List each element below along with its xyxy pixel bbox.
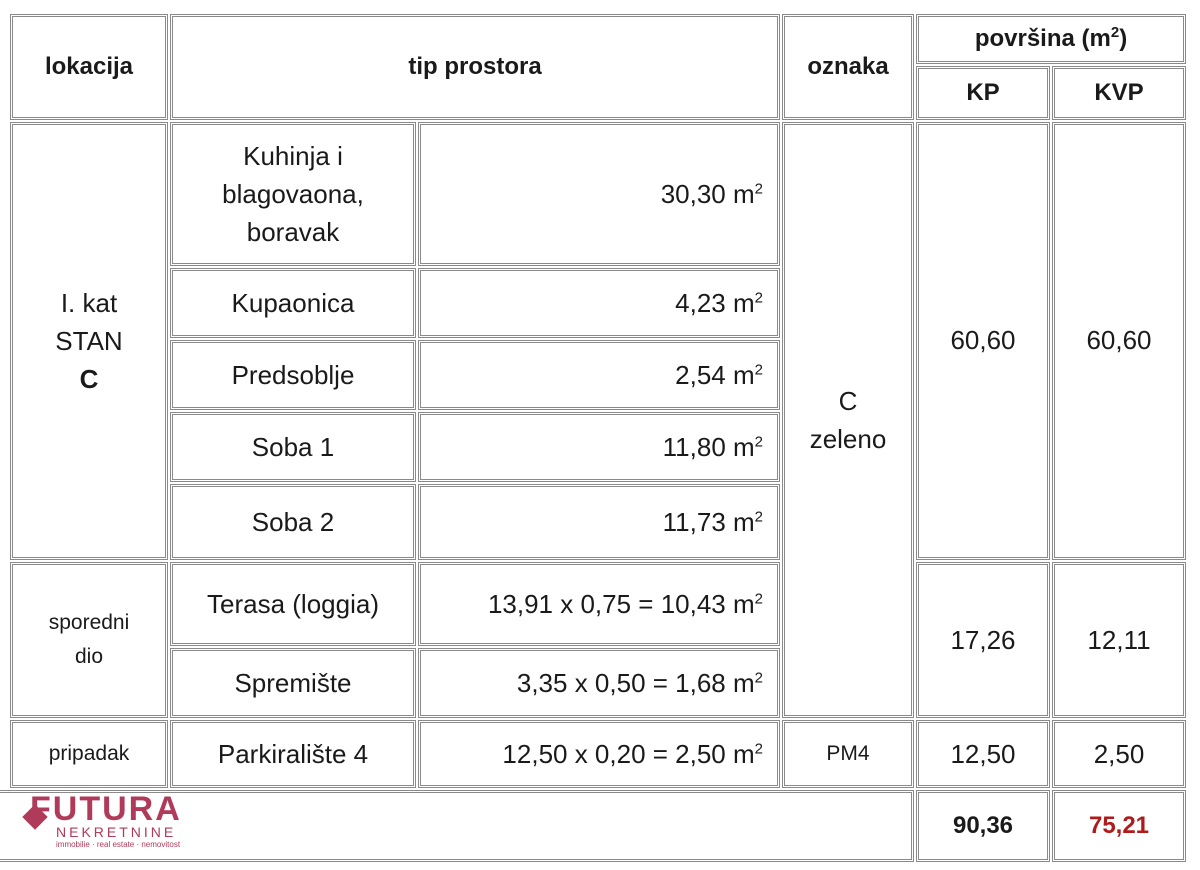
oznaka-pm4-text: PM4	[826, 742, 870, 765]
header-oznaka-label: oznaka	[807, 53, 889, 80]
room-area-terasa-value	[488, 585, 763, 623]
room-area-soba2	[418, 484, 780, 560]
room-area-predsoblje	[418, 340, 780, 410]
unit-sup: 2	[754, 289, 763, 307]
sporedni-kp	[916, 562, 1050, 718]
stan-kp	[916, 122, 1050, 560]
room-name-parkiraliste	[170, 720, 416, 788]
room-area-kupaonica-value	[675, 284, 763, 322]
lokacija-stan-line2: STAN	[55, 326, 123, 356]
stan-kvp	[1052, 122, 1186, 560]
lokacija-sporedni-line2: dio	[74, 645, 104, 668]
room-name-kuhinja	[170, 122, 416, 266]
pripadak-kvp-value: 2,50	[1093, 739, 1145, 769]
lokacija-sporedni-line1: sporedni	[48, 611, 130, 634]
sporedni-kvp	[1052, 562, 1186, 718]
room-name-spremiste	[170, 648, 416, 718]
room-name-terasa-text: Terasa (loggia)	[207, 589, 379, 619]
header-kp	[916, 66, 1050, 120]
unit-sup: 2	[754, 669, 763, 687]
povrsina-text: površina (m	[974, 25, 1111, 52]
header-kvp	[1052, 66, 1186, 120]
unit-sup: 2	[754, 361, 763, 379]
room-name-kuhinja-l2: blagovaona,	[222, 179, 364, 209]
unit-sup: 2	[754, 180, 763, 198]
total-kp	[916, 790, 1050, 862]
unit-sup: 2	[754, 433, 763, 451]
room-area-kuhinja	[418, 122, 780, 266]
logo-sub-text: NEKRETNINE	[56, 824, 177, 840]
lokacija-stan-stack	[55, 284, 122, 398]
lokacija-pripadak-text: pripadak	[48, 742, 130, 765]
room-name-kuhinja-stack	[222, 137, 364, 251]
room-name-kuhinja-l3: boravak	[246, 217, 340, 247]
room-area-parkiraliste-text: 12,50 x 0,20 = 2,50 m	[502, 739, 755, 769]
sporedni-kvp-value: 12,11	[1087, 625, 1151, 655]
room-name-kupaonica	[170, 268, 416, 338]
room-area-terasa	[418, 562, 780, 646]
header-lokacija	[10, 14, 168, 120]
lokacija-stan-line1: I. kat	[60, 288, 118, 318]
povrsina-close: )	[1119, 25, 1128, 52]
total-kvp	[1052, 790, 1186, 862]
lokacija-stan	[10, 122, 168, 560]
room-area-spremiste-text: 3,35 x 0,50 = 1,68 m	[516, 668, 755, 698]
lokacija-stan-line3: C	[79, 364, 99, 394]
header-tip-prostora	[170, 14, 780, 120]
unit-sup: 2	[754, 740, 763, 758]
room-area-kuhinja-value	[661, 175, 763, 213]
room-name-predsoblje-text: Predsoblje	[231, 360, 355, 390]
room-area-kupaonica	[418, 268, 780, 338]
room-name-spremiste-text: Spremište	[234, 668, 352, 698]
oznaka-pm4	[782, 720, 914, 788]
room-area-soba1	[418, 412, 780, 482]
pripadak-kp-value: 12,50	[950, 739, 1016, 769]
futura-logo	[22, 790, 212, 850]
room-name-kuhinja-l1: Kuhinja i	[243, 141, 343, 171]
unit-sup: 2	[754, 508, 763, 526]
room-area-terasa-text: 13,91 x 0,75 = 10,43 m	[487, 589, 755, 619]
header-oznaka	[782, 14, 914, 120]
room-name-soba2	[170, 484, 416, 560]
room-area-parkiraliste	[418, 720, 780, 788]
oznaka-c-line1: C	[838, 386, 858, 416]
unit-sup: 2	[754, 590, 763, 608]
room-area-kuhinja-text: 30,30 m	[660, 179, 755, 209]
total-kvp-value: 75,21	[1088, 812, 1150, 839]
stan-kvp-value: 60,60	[1086, 325, 1152, 355]
pripadak-kvp	[1052, 720, 1186, 788]
oznaka-c	[782, 122, 914, 718]
lokacija-pripadak	[10, 720, 168, 788]
room-name-kupaonica-text: Kupaonica	[231, 288, 355, 318]
room-name-soba2-text: Soba 2	[251, 507, 335, 537]
sporedni-kp-value: 17,26	[950, 625, 1016, 655]
total-kp-value: 90,36	[952, 812, 1014, 839]
room-area-predsoblje-text: 2,54 m	[675, 360, 755, 390]
stan-kp-value: 60,60	[950, 325, 1016, 355]
room-name-soba1-text: Soba 1	[251, 432, 335, 462]
header-lokacija-label: lokacija	[44, 53, 134, 80]
room-area-predsoblje-value	[675, 356, 763, 394]
header-povrsina-label	[975, 20, 1127, 58]
room-area-parkiraliste-value	[502, 735, 763, 773]
header-povrsina	[916, 14, 1186, 64]
room-area-soba1-text: 11,80 m	[662, 432, 755, 462]
oznaka-c-stack	[810, 382, 887, 458]
oznaka-c-line2: zeleno	[809, 424, 887, 454]
room-area-soba1-value	[663, 428, 763, 466]
room-area-soba2-value	[663, 503, 763, 541]
room-area-kupaonica-text: 4,23 m	[675, 288, 755, 318]
header-kvp-label: KVP	[1094, 79, 1144, 106]
logo-main-text: FUTURA	[30, 790, 182, 828]
room-name-soba1	[170, 412, 416, 482]
povrsina-sup: 2	[1110, 24, 1120, 41]
room-area-spremiste-value	[517, 664, 763, 702]
room-area-spremiste	[418, 648, 780, 718]
room-area-soba2-text: 11,73 m	[662, 507, 755, 537]
header-kp-label: KP	[966, 79, 1000, 106]
room-name-parkiraliste-text: Parkiralište 4	[217, 739, 369, 769]
room-name-predsoblje	[170, 340, 416, 410]
logo-tagline: immobilie · real estate · nemovitost	[56, 840, 181, 849]
lokacija-sporedni	[10, 562, 168, 718]
room-name-terasa	[170, 562, 416, 646]
header-tip-prostora-label: tip prostora	[408, 53, 542, 80]
lokacija-sporedni-stack	[49, 606, 130, 674]
pripadak-kp	[916, 720, 1050, 788]
